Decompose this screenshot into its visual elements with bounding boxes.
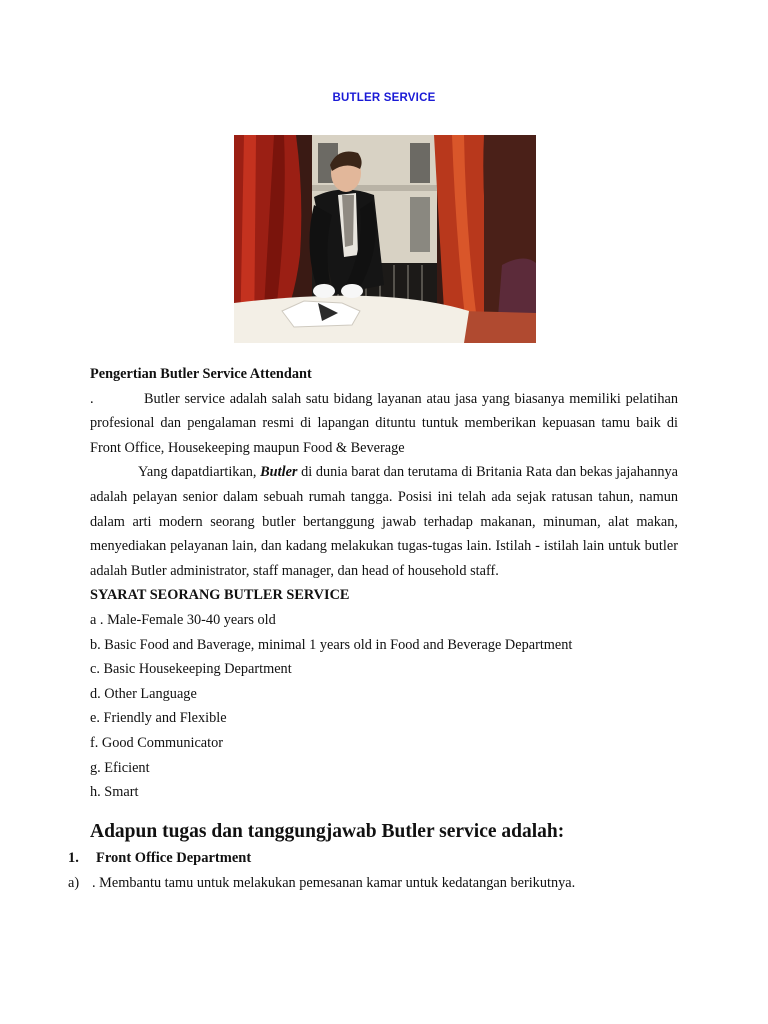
paragraph-definition-text: Butler service adalah salah satu bidang layanan atau jasa yang biasanya memiliki pelatihan profesional dan pengalaman resmi di lapangan dituntu tuntuk memberikan kepuasan tamu baik di Front Office, Housekeeping maupun Food & Beverage [90,390,678,456]
document-body [90,362,678,805]
requirement-item: e. Friendly and Flexible [90,710,227,727]
paragraph-lead-dot: . [90,390,94,407]
requirement-item: f. Good Communicator [90,734,224,751]
requirement-item: a . Male-Female 30-40 years old [90,611,276,628]
subsection-heading [68,850,251,867]
paragraph-butler-meaning [90,460,678,583]
section-heading-requirements: SYARAT SEORANG BUTLER SERVICE [90,587,350,604]
duty-item [68,875,575,892]
duty-item-label: a) [68,875,80,891]
paragraph-butler-after: di dunia barat dan terutama di Britania Rata dan bekas jajahannya adalah pelayan senior dalam sebuah rumah tangga. Posisi ini telah ada sejak ratusan tahun, namun dalam arti modern seorang butler bertanggung jawab terhadap makanan, minuman, alat makan, menyediakan pelayanan lain, dan kadang melakukan tugas-tugas lain. Istilah - istilah lain untuk butler adalah Butler administrator, staff manager, dan head of household staff. [90,464,678,579]
section-heading-definition: Pengertian Butler Service Attendant [90,366,312,382]
paragraph-definition [90,387,678,461]
paragraph-butler-bold: Butler [260,464,298,481]
requirement-item: h. Smart [90,784,139,801]
subsection-number: 1. [68,850,79,866]
butler-photo [234,135,536,343]
duty-item-text: . Membantu tamu untuk melakukan pemesanan kamar untuk kedatangan berikutnya. [92,875,576,891]
document-title: BUTLER SERVICE [332,92,436,104]
section-heading-duties: Adapun tugas dan tanggungjawab Butler service adalah: [90,821,565,842]
requirement-item: c. Basic Housekeeping Department [90,661,292,678]
requirement-item: g. Eficient [90,759,150,776]
requirement-item: b. Basic Food and Baverage, minimal 1 years old in Food and Beverage Department [90,636,573,653]
subsection-title: Front Office Department [96,850,252,866]
requirement-item: d. Other Language [90,685,197,702]
paragraph-butler-before: Yang dapatdiartikan, [138,464,261,481]
